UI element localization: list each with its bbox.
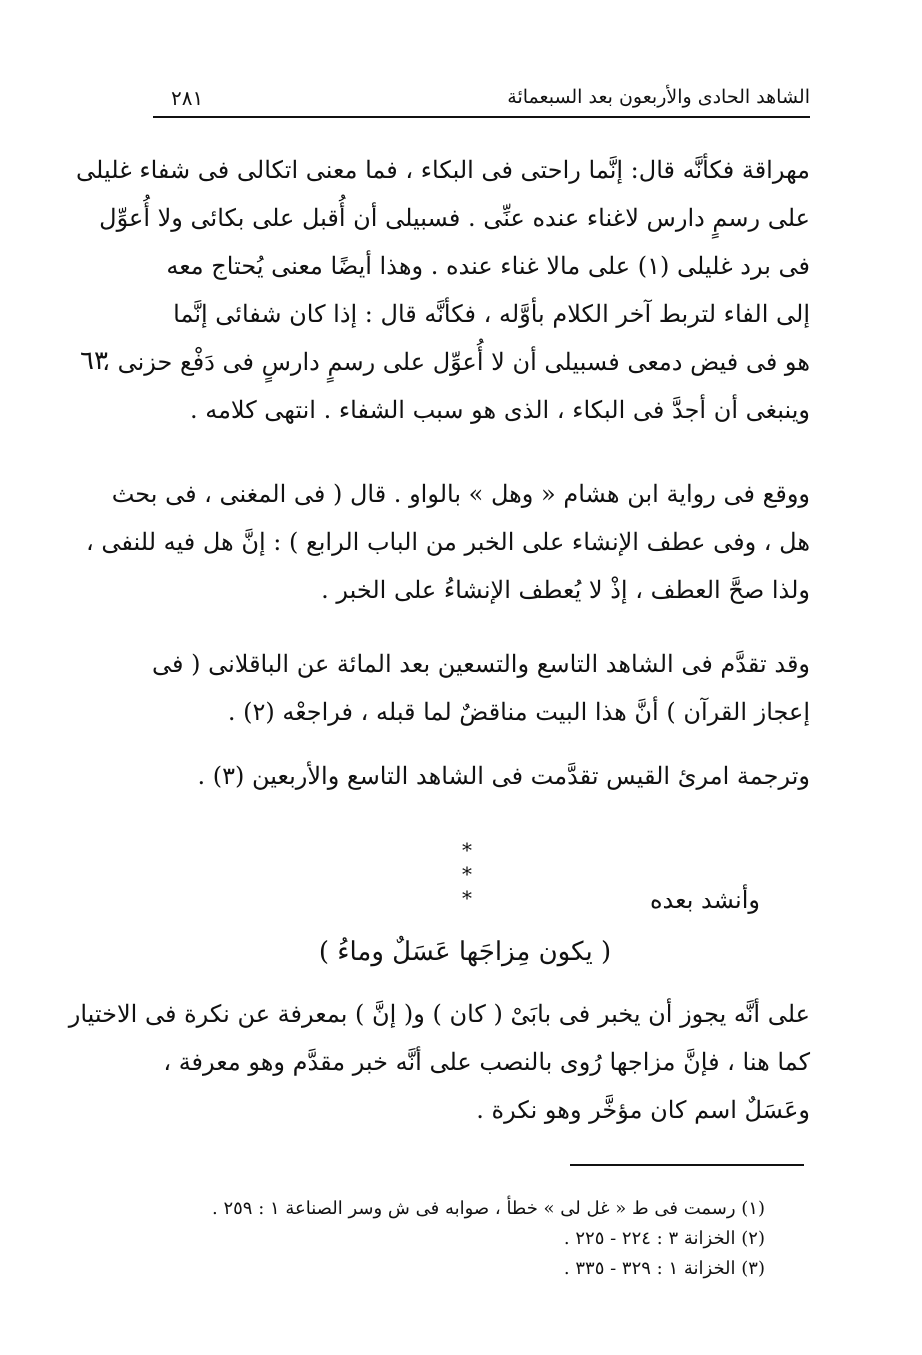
footnote: (١) رسمت فى ط « غل لى » خطأ ، صوابه فى ش وسر الصناعة ١ : ٢٥٩ . (212, 1198, 765, 1219)
paragraph-4 (160, 752, 810, 800)
footnote-divider (570, 1164, 804, 1166)
verse-line: ( يكون مِزاجَها عَسَلٌ وماءُ ) (318, 937, 612, 967)
page-number: ٢٨١ (171, 86, 204, 110)
section-separator: * * * (462, 838, 498, 910)
text-line: إعجاز القرآن ) أنَّ هذا البيت مناقضٌ لما قبله ، فراجعْه (٢) . (227, 698, 810, 726)
page-header (153, 84, 810, 118)
text-line: وقد تقدَّم فى الشاهد التاسع والتسعين بعد المائة عن الباقلانى ( فى (151, 650, 810, 678)
margin-reference-number: ٦٣ (80, 346, 108, 376)
text-line: فى برد غليلى (١) على مالا غناء عنده . وهذا أيضًا معنى يُحتاج معه (166, 252, 810, 280)
running-title: الشاهد الحادى والأربعون بعد السبعمائة (507, 86, 810, 108)
paragraph-2 (86, 470, 810, 614)
text-line: وينبغى أن أجدَّ فى البكاء ، الذى هو سبب الشفاء . انتهى كلامه . (189, 396, 810, 424)
paragraph-3 (151, 640, 810, 736)
text-line: ولذا صحَّ العطف ، إذْ لا يُعطف الإنشاءُ على الخبر . (321, 576, 810, 604)
text-line: على أنَّه يجوز أن يخبر فى بابَىْ ( كان ) و( إنَّ ) بمعرفة عن نكرة فى الاختيار (68, 1000, 810, 1028)
text-line: مهراقة فكأنَّه قال: إنَّما راحتى فى البكاء ، فما معنى اتكالى فى شفاء غليلى (76, 156, 810, 184)
text-line: إلى الفاء لتربط آخر الكلام بأوَّله ، فكأنَّه قال : إذا كان شفائى إنَّما (173, 300, 810, 328)
footnote: (٢) الخزانة ٣ : ٢٢٤ - ٢٢٥ . (563, 1228, 765, 1249)
text-line: هل ، وفى عطف الإنشاء على الخبر من الباب الرابع ) : إنَّ هل فيه للنفى ، (86, 528, 810, 556)
text-line: وعَسَلٌ اسم كان مؤخَّر وهو نكرة . (476, 1096, 810, 1124)
text-line: وترجمة امرئ القيس تقدَّمت فى الشاهد التاسع والأربعين (٣) . (197, 762, 810, 790)
text-line: على رسمٍ دارس لاغناء عنده عنِّى . فسبيلى أن أُقبل على بكائى ولا أُعوِّل (99, 204, 810, 232)
paragraph-5 (68, 990, 810, 1134)
text-line: هو فى فيض دمعى فسبيلى أن لا أُعوِّل على رسمٍ دارسٍ فى دَفْع حزنى ، (102, 348, 810, 376)
footnote: (٣) الخزانة ١ : ٣٢٩ - ٣٣٥ . (563, 1258, 765, 1279)
text-line: ووقع فى رواية ابن هشام « وهل » بالواو . قال ( فى المغنى ، فى بحث (111, 480, 810, 508)
text-line: كما هنا ، فإنَّ مزاجها رُوى بالنصب على أنَّه خبر مقدَّم وهو معرفة ، (163, 1048, 810, 1076)
footnotes (212, 1194, 765, 1284)
section-heading: وأنشد بعده (649, 886, 760, 914)
